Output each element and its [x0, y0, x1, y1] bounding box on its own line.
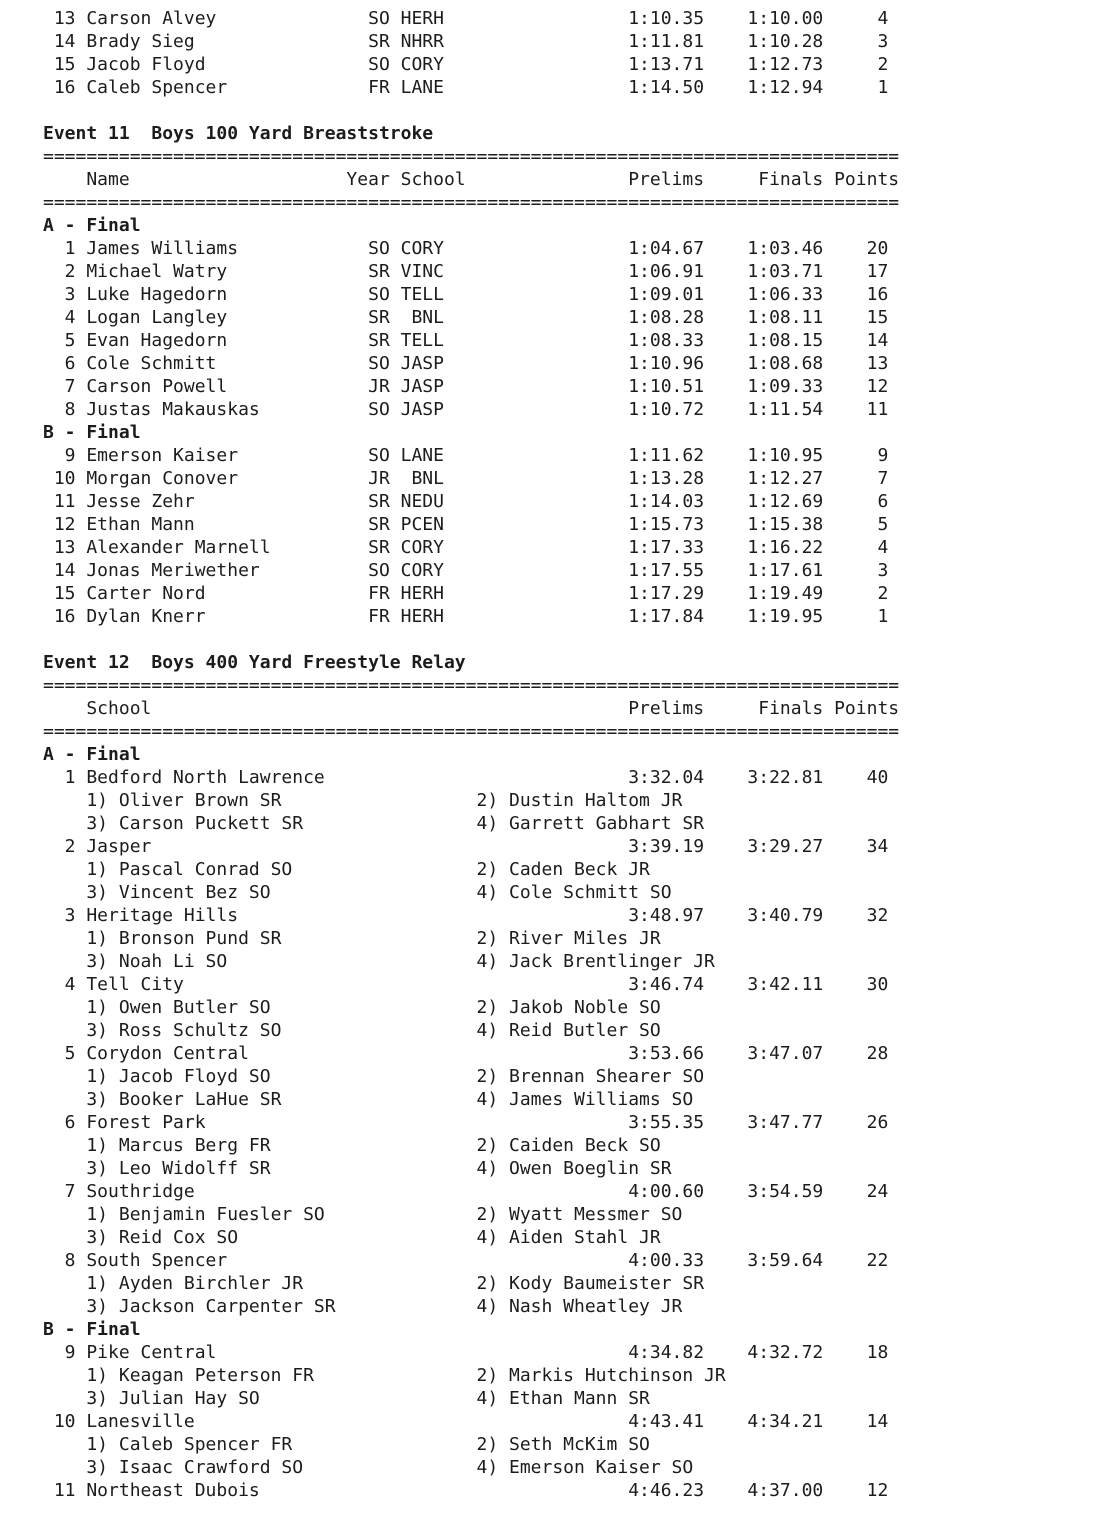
relay-row: 3 Heritage Hills 3:48.97 3:40.79 32 [43, 905, 889, 926]
relay-swimmers-row: 3) Noah Li SO 4) Jack Brentlinger JR [43, 951, 715, 972]
relay-swimmers-row: 3) Jackson Carpenter SR 4) Nash Wheatley JR [43, 1296, 683, 1317]
result-row: 13 Alexander Marnell SR CORY 1:17.33 1:16.22 4 [43, 537, 889, 558]
relay-swimmers-row: 3) Booker LaHue SR 4) James Williams SO [43, 1089, 694, 1110]
result-row: 14 Jonas Meriwether SO CORY 1:17.55 1:17.61 3 [43, 560, 889, 581]
relay-swimmers-row: 1) Marcus Berg FR 2) Caiden Beck SO [43, 1135, 661, 1156]
result-row: 16 Caleb Spencer FR LANE 1:14.50 1:12.94 1 [43, 77, 889, 98]
relay-swimmers-row: 3) Carson Puckett SR 4) Garrett Gabhart SR [43, 813, 705, 834]
relay-row: 2 Jasper 3:39.19 3:29.27 34 [43, 836, 889, 857]
result-row: 10 Morgan Conover JR BNL 1:13.28 1:12.27 7 [43, 468, 889, 489]
relay-swimmers-row: 3) Reid Cox SO 4) Aiden Stahl JR [43, 1227, 661, 1248]
separator-line: =============================================================================== [43, 146, 900, 167]
relay-row: 10 Lanesville 4:43.41 4:34.21 14 [43, 1411, 889, 1432]
result-row: 4 Logan Langley SR BNL 1:08.28 1:08.11 15 [43, 307, 889, 328]
event-title: Event 11 Boys 100 Yard Breaststroke [43, 123, 434, 144]
relay-swimmers-row: 1) Benjamin Fuesler SO 2) Wyatt Messmer SO [43, 1204, 683, 1225]
relay-swimmers-row: 1) Pascal Conrad SO 2) Caden Beck JR [43, 859, 650, 880]
result-row: 9 Emerson Kaiser SO LANE 1:11.62 1:10.95 9 [43, 445, 889, 466]
relay-swimmers-row: 1) Caleb Spencer FR 2) Seth McKim SO [43, 1434, 650, 1455]
separator-line: =============================================================================== [43, 192, 900, 213]
relay-row: 7 Southridge 4:00.60 3:54.59 24 [43, 1181, 889, 1202]
column-header-row: School Prelims Finals Points [43, 698, 900, 719]
result-row: 11 Jesse Zehr SR NEDU 1:14.03 1:12.69 6 [43, 491, 889, 512]
relay-swimmers-row: 3) Leo Widolff SR 4) Owen Boeglin SR [43, 1158, 672, 1179]
relay-swimmers-row: 1) Oliver Brown SR 2) Dustin Haltom JR [43, 790, 683, 811]
relay-row: 8 South Spencer 4:00.33 3:59.64 22 [43, 1250, 889, 1271]
section-label: B - Final [43, 422, 141, 443]
relay-swimmers-row: 3) Julian Hay SO 4) Ethan Mann SR [43, 1388, 650, 1409]
result-row: 7 Carson Powell JR JASP 1:10.51 1:09.33 12 [43, 376, 889, 397]
relay-swimmers-row: 3) Isaac Crawford SO 4) Emerson Kaiser SO [43, 1457, 694, 1478]
result-row: 12 Ethan Mann SR PCEN 1:15.73 1:15.38 5 [43, 514, 889, 535]
column-header-row: Name Year School Prelims Finals Points [43, 169, 900, 190]
result-row: 16 Dylan Knerr FR HERH 1:17.84 1:19.95 1 [43, 606, 889, 627]
relay-swimmers-row: 1) Jacob Floyd SO 2) Brennan Shearer SO [43, 1066, 705, 1087]
relay-swimmers-row: 1) Ayden Birchler JR 2) Kody Baumeister SR [43, 1273, 705, 1294]
section-label: A - Final [43, 215, 141, 236]
blank-line [43, 99, 1117, 122]
section-label: A - Final [43, 744, 141, 765]
relay-row: 5 Corydon Central 3:53.66 3:47.07 28 [43, 1043, 889, 1064]
separator-line: =============================================================================== [43, 675, 900, 696]
separator-line: =============================================================================== [43, 721, 900, 742]
relay-swimmers-row: 1) Keagan Peterson FR 2) Markis Hutchinson JR [43, 1365, 726, 1386]
relay-swimmers-row: 1) Bronson Pund SR 2) River Miles JR [43, 928, 661, 949]
relay-row: 6 Forest Park 3:55.35 3:47.77 26 [43, 1112, 889, 1133]
section-label: B - Final [43, 1319, 141, 1340]
relay-row: 1 Bedford North Lawrence 3:32.04 3:22.81 40 [43, 767, 889, 788]
blank-line [43, 628, 1117, 651]
relay-row: 9 Pike Central 4:34.82 4:32.72 18 [43, 1342, 889, 1363]
result-row: 5 Evan Hagedorn SR TELL 1:08.33 1:08.15 14 [43, 330, 889, 351]
relay-swimmers-row: 3) Vincent Bez SO 4) Cole Schmitt SO [43, 882, 672, 903]
result-row: 8 Justas Makauskas SO JASP 1:10.72 1:11.54 11 [43, 399, 889, 420]
result-row: 15 Jacob Floyd SO CORY 1:13.71 1:12.73 2 [43, 54, 889, 75]
relay-row: 11 Northeast Dubois 4:46.23 4:37.00 12 [43, 1480, 889, 1501]
result-row: 1 James Williams SO CORY 1:04.67 1:03.46 20 [43, 238, 889, 259]
event-title: Event 12 Boys 400 Yard Freestyle Relay [43, 652, 466, 673]
result-row: 3 Luke Hagedorn SO TELL 1:09.01 1:06.33 16 [43, 284, 889, 305]
relay-swimmers-row: 3) Ross Schultz SO 4) Reid Butler SO [43, 1020, 661, 1041]
result-row: 6 Cole Schmitt SO JASP 1:10.96 1:08.68 13 [43, 353, 889, 374]
relay-row: 4 Tell City 3:46.74 3:42.11 30 [43, 974, 889, 995]
result-row: 13 Carson Alvey SO HERH 1:10.35 1:10.00 4 [43, 8, 889, 29]
result-row: 15 Carter Nord FR HERH 1:17.29 1:19.49 2 [43, 583, 889, 604]
result-row: 2 Michael Watry SR VINC 1:06.91 1:03.71 17 [43, 261, 889, 282]
result-row: 14 Brady Sieg SR NHRR 1:11.81 1:10.28 3 [43, 31, 889, 52]
relay-swimmers-row: 1) Owen Butler SO 2) Jakob Noble SO [43, 997, 661, 1018]
